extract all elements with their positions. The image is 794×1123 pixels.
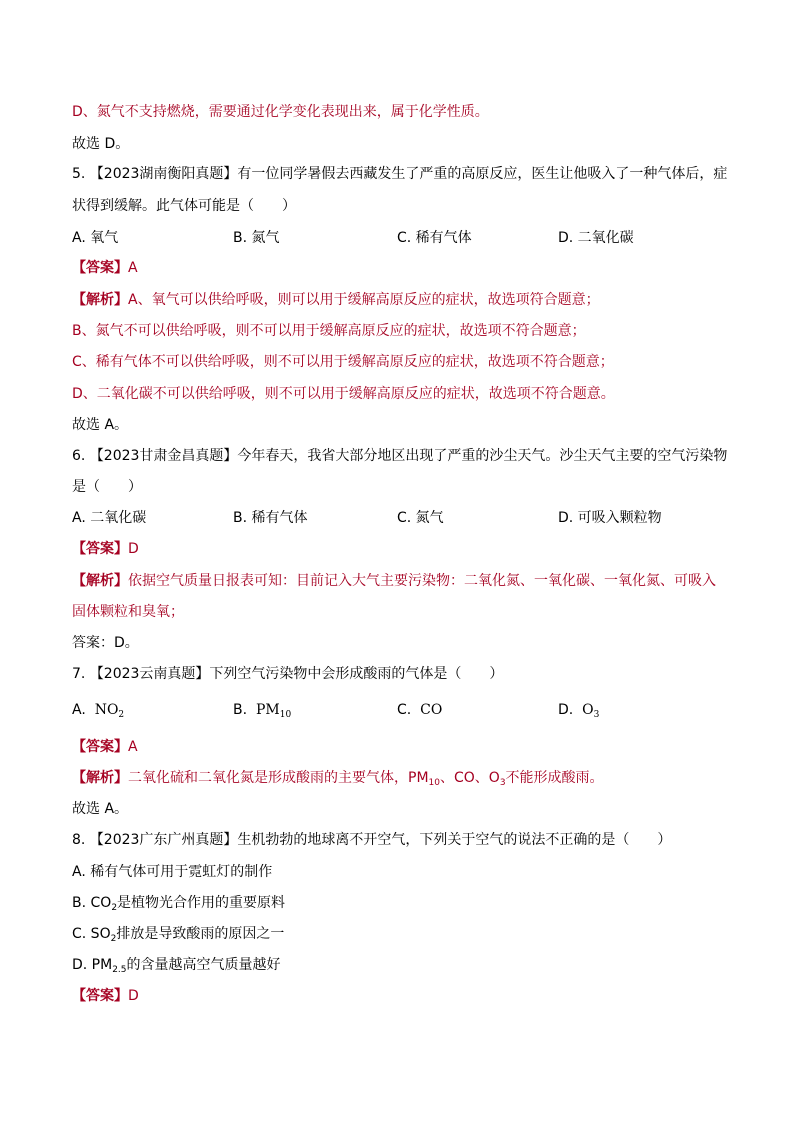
q5-option-c: C. 稀有气体 bbox=[397, 230, 472, 246]
q5-analysis-label: 【解析】 bbox=[72, 292, 128, 308]
q8-answer-value: D bbox=[128, 988, 139, 1004]
q7-option-d-letter: D. bbox=[558, 702, 574, 718]
q7-analysis-mid: 、CO、O bbox=[439, 770, 500, 786]
q7-option-b-sub: 10 bbox=[279, 710, 292, 720]
q7-option-a-main: NO bbox=[94, 702, 119, 718]
q6-option-b: B. 稀有气体 bbox=[233, 510, 308, 526]
q6-conclusion: 答案：D。 bbox=[72, 635, 139, 651]
q7-option-a-sub: 2 bbox=[118, 710, 125, 720]
q7-option-a-letter: A. bbox=[72, 702, 86, 718]
q5-option-d: D. 二氧化碳 bbox=[558, 230, 634, 246]
q8-option-c-post: 排放是导致酸雨的原因之一 bbox=[116, 926, 285, 942]
q7-analysis-post: 不能形成酸雨。 bbox=[505, 770, 604, 786]
q8-option-d-post: 的含量越高空气质量越好 bbox=[126, 957, 281, 973]
q8-answer-label: 【答案】 bbox=[72, 988, 128, 1004]
q8-option-d bbox=[72, 955, 281, 975]
q8-option-c-sub: 2 bbox=[110, 934, 117, 944]
q8-option-a: A. 稀有气体可用于霓虹灯的制作 bbox=[72, 864, 273, 880]
q5-analysis-d: D、二氧化碳不可以供给呼吸，则不可以用于缓解高原反应的症状，故选项不符合题意。 bbox=[72, 386, 615, 402]
q7-analysis-pre: 二氧化硫和二氧化氮是形成酸雨的主要气体，PM bbox=[128, 770, 429, 786]
q8-option-d-sub: 2.5 bbox=[112, 965, 127, 975]
q8-option-b bbox=[72, 893, 285, 913]
q7-analysis-label: 【解析】 bbox=[72, 770, 128, 786]
q5-analysis-c: C、稀有气体不可以供给呼吸，则不可以用于缓解高原反应的症状，故选项不符合题意； bbox=[72, 354, 614, 370]
q5-option-a: A. 氧气 bbox=[72, 230, 119, 246]
q7-options bbox=[72, 700, 732, 720]
q7-option-b-letter: B. bbox=[233, 702, 248, 718]
q7-analysis-sub2: 3 bbox=[499, 778, 506, 788]
q8-option-b-pre: B. CO bbox=[72, 895, 112, 911]
q7-answer bbox=[72, 737, 138, 757]
q6-options bbox=[72, 508, 732, 528]
q6-analysis-line2: 固体颗粒和臭氧； bbox=[72, 604, 184, 620]
q7-option-b bbox=[233, 700, 291, 720]
q5-analysis-a-text: A、氧气可以供给呼吸，则可以用于缓解高原反应的症状，故选项符合题意； bbox=[128, 292, 600, 308]
q5-option-b: B. 氮气 bbox=[233, 230, 280, 246]
document-page bbox=[72, 0, 732, 1123]
q5-options bbox=[72, 228, 732, 248]
q5-answer-label: 【答案】 bbox=[72, 260, 128, 276]
q5-conclusion: 故选 A。 bbox=[72, 417, 129, 433]
q7-stem-line1: 7. 【2023云南真题】下列空气污染物中会形成酸雨的气体是（ ） bbox=[72, 666, 504, 682]
q5-answer-value: A bbox=[128, 260, 138, 276]
q5-stem-line2: 状得到缓解。此气体可能是（ ） bbox=[72, 198, 296, 214]
q7-option-d bbox=[558, 700, 599, 720]
q8-option-c bbox=[72, 924, 284, 944]
q5-analysis-a bbox=[72, 290, 600, 310]
q6-answer-label: 【答案】 bbox=[72, 541, 128, 557]
q6-answer bbox=[72, 539, 139, 559]
q7-option-c bbox=[397, 700, 442, 720]
q6-option-a: A. 二氧化碳 bbox=[72, 510, 147, 526]
q7-option-d-formula bbox=[582, 702, 599, 718]
q7-option-b-main: PM bbox=[255, 702, 280, 718]
q8-option-d-pre: D. PM bbox=[72, 957, 113, 973]
q7-option-a-formula bbox=[95, 702, 124, 718]
q7-option-a bbox=[72, 700, 124, 720]
q5-answer bbox=[72, 258, 138, 278]
q8-option-b-sub: 2 bbox=[111, 903, 118, 913]
q6-stem-line1: 6. 【2023甘肃金昌真题】今年春天，我省大部分地区出现了严重的沙尘天气。沙尘天气主要的空气污染物 bbox=[72, 448, 728, 464]
q7-option-c-letter: C. bbox=[397, 702, 412, 718]
q5-analysis-b: B、氮气不可以供给呼吸，则不可以用于缓解高原反应的症状，故选项不符合题意； bbox=[72, 323, 586, 339]
q7-option-d-sub: 3 bbox=[593, 710, 600, 720]
q8-option-b-post: 是植物光合作用的重要原料 bbox=[117, 895, 286, 911]
q6-option-c: C. 氮气 bbox=[397, 510, 444, 526]
q6-analysis-line1 bbox=[72, 571, 716, 591]
q7-option-c-formula: CO bbox=[420, 702, 443, 718]
q7-option-d-main: O bbox=[582, 702, 594, 718]
q7-answer-label: 【答案】 bbox=[72, 739, 128, 755]
q7-answer-value: A bbox=[128, 739, 138, 755]
q8-stem-line1: 8. 【2023广东广州真题】生机勃勃的地球离不开空气，下列关于空气的说法不正确的是（ ） bbox=[72, 832, 672, 848]
q7-conclusion: 故选 A。 bbox=[72, 801, 129, 817]
prev-analysis-d-line: D、氮气不支持燃烧，需要通过化学变化表现出来，属于化学性质。 bbox=[72, 104, 489, 120]
q7-analysis-sub1: 10 bbox=[428, 778, 440, 788]
q5-stem-line1: 5. 【2023湖南衡阳真题】有一位同学暑假去西藏发生了严重的高原反应，医生让他吸入了一种气体后，症 bbox=[72, 166, 728, 182]
q6-option-d: D. 可吸入颗粒物 bbox=[558, 510, 662, 526]
q6-analysis-label: 【解析】 bbox=[72, 573, 128, 589]
q7-option-b-formula bbox=[256, 702, 291, 718]
q8-answer bbox=[72, 986, 139, 1006]
prev-conclusion: 故选 D。 bbox=[72, 136, 130, 152]
q6-stem-line2: 是（ ） bbox=[72, 479, 142, 495]
q6-analysis-text1: 依据空气质量日报表可知：目前记入大气主要污染物：二氧化氮、一氧化碳、一氧化氮、可吸入 bbox=[128, 573, 716, 589]
q7-analysis bbox=[72, 768, 604, 788]
q6-answer-value: D bbox=[128, 541, 139, 557]
q8-option-c-pre: C. SO bbox=[72, 926, 111, 942]
